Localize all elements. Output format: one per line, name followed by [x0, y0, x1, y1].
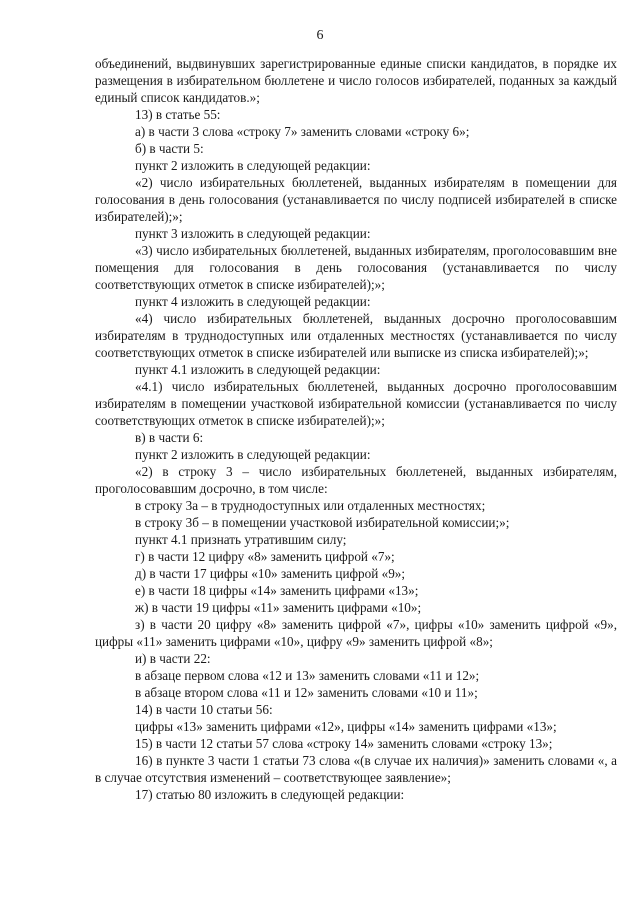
paragraph: пункт 2 изложить в следующей редакции:: [135, 158, 371, 173]
page-number: 6: [316, 28, 324, 43]
paragraph: «2) число избирательных бюллетеней, выданных избирателям в помещении для голосования в день голосования (устанавливается по числу подписей избирателей в списке избирателей);»;: [95, 175, 617, 224]
paragraph: «4.1) число избирательных бюллетеней, выданных досрочно проголосовавшим избирателям в помещении участковой избирательной комиссии (устанавливается по числу соответствующих отметок в списке избирателей);»;: [95, 379, 617, 428]
paragraph: б) в части 5:: [135, 141, 204, 156]
paragraph: 13) в статье 55:: [135, 107, 221, 122]
paragraph: пункт 4.1 изложить в следующей редакции:: [135, 362, 381, 377]
paragraph: 14) в части 10 статьи 56:: [135, 702, 273, 717]
paragraph: е) в части 18 цифры «14» заменить цифрами «13»;: [135, 583, 419, 598]
paragraph: г) в части 12 цифру «8» заменить цифрой «7»;: [135, 549, 395, 564]
paragraph: 16) в пункте 3 части 1 статьи 73 слова «(в случае их наличия)» заменить словами «, а в случае отсутствия изменений – соответствующее заявление»;: [95, 753, 617, 785]
paragraph: ж) в части 19 цифры «11» заменить цифрами «10»;: [135, 600, 422, 615]
document-body: [95, 55, 617, 803]
paragraph: в) в части 6:: [135, 430, 204, 445]
paragraph: 15) в части 12 статьи 57 слова «строку 14» заменить словами «строку 13»;: [135, 736, 553, 751]
paragraph: «2) в строку 3 – число избирательных бюллетеней, выданных избирателям, проголосовавшим досрочно, в том числе:: [95, 464, 617, 496]
paragraph: в строку 3а – в труднодоступных или отдаленных местностях;: [135, 498, 486, 513]
paragraph: пункт 3 изложить в следующей редакции:: [135, 226, 371, 241]
paragraph: в абзаце втором слова «11 и 12» заменить словами «10 и 11»;: [135, 685, 478, 700]
paragraph: 17) статью 80 изложить в следующей редакции:: [135, 787, 405, 802]
paragraph: а) в части 3 слова «строку 7» заменить словами «строку 6»;: [135, 124, 470, 139]
paragraph: в абзаце первом слова «12 и 13» заменить словами «11 и 12»;: [135, 668, 480, 683]
paragraph: пункт 2 изложить в следующей редакции:: [135, 447, 371, 462]
paragraph: «3) число избирательных бюллетеней, выданных избирателям, проголосовавшим вне помещения для голосования в день голосования (устанавливается по числу соответствующих отметок в списке избирателей);»;: [95, 243, 617, 292]
paragraph: «4) число избирательных бюллетеней, выданных досрочно проголосовавшим избирателям в труднодоступных или отдаленных местностях (устанавливается по числу соответствующих отметок в списке избирателей или выписке из списка избирателей);»;: [95, 311, 617, 360]
paragraph: д) в части 17 цифры «10» заменить цифрой «9»;: [135, 566, 406, 581]
paragraph: цифры «13» заменить цифрами «12», цифры «14» заменить цифрами «13»;: [135, 719, 557, 734]
paragraph: в строку 3б – в помещении участковой избирательной комиссии;»;: [135, 515, 510, 530]
paragraph: пункт 4.1 признать утратившим силу;: [135, 532, 347, 547]
paragraph: з) в части 20 цифру «8» заменить цифрой «7», цифры «10» заменить цифрой «9», цифры «11» заменить цифрами «10», цифру «9» заменить цифрой «8»;: [95, 617, 617, 649]
paragraph: и) в части 22:: [135, 651, 211, 666]
paragraph: объединений, выдвинувших зарегистрированные единые списки кандидатов, в порядке их размещения в избирательном бюллетене и число голосов избирателей, поданных за каждый единый список кандидатов.»;: [95, 56, 617, 105]
paragraph: пункт 4 изложить в следующей редакции:: [135, 294, 371, 309]
